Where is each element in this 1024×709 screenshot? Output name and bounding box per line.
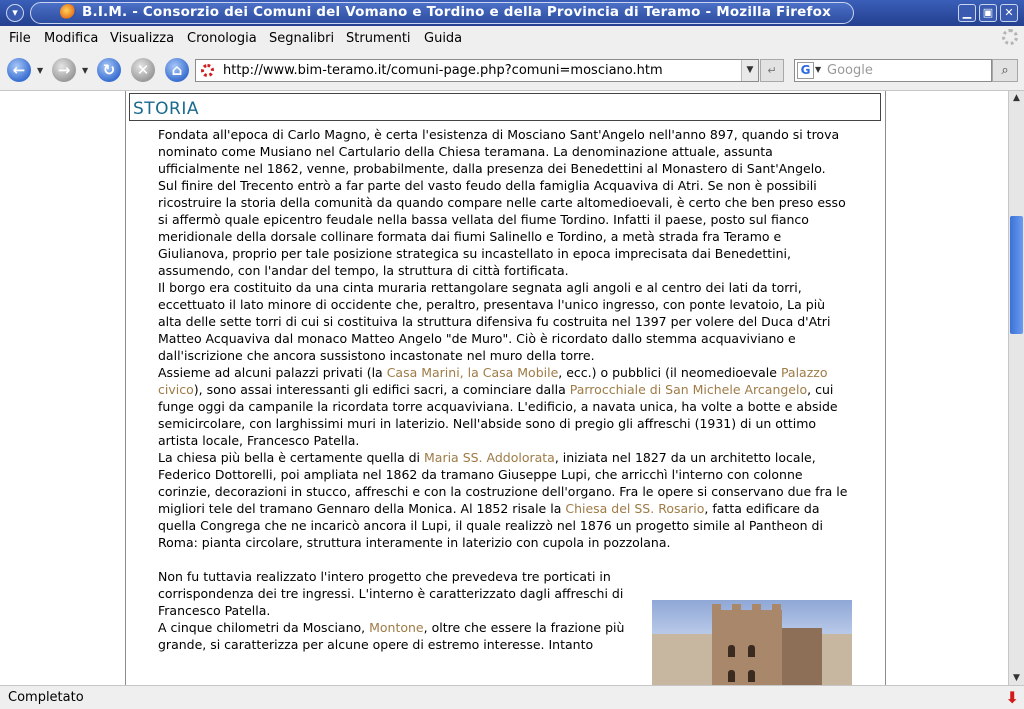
navigation-toolbar [0, 50, 1024, 91]
link-maria-ss-addolorata[interactable]: Maria SS. Addolorata [424, 450, 555, 465]
forward-history-dropdown-icon[interactable]: ▼ [82, 66, 89, 75]
menu-bar [0, 26, 1024, 50]
scroll-up-arrow-icon[interactable]: ▲ [1013, 93, 1020, 103]
crenel [732, 604, 741, 612]
back-history-dropdown-icon[interactable]: ▼ [37, 66, 44, 75]
search-engine-dropdown-icon[interactable]: ▼ [815, 65, 822, 74]
search-magnifier-icon[interactable]: ⌕ [992, 59, 1018, 82]
link-chiesa-ss-rosario[interactable]: Chiesa del SS. Rosario [565, 501, 705, 516]
menu-visualizza[interactable]: Visualizza [110, 31, 175, 46]
status-bar [0, 685, 1024, 709]
paragraph-7 [158, 619, 650, 653]
page-column [125, 91, 886, 685]
forward-button[interactable] [52, 58, 76, 82]
crenel [712, 604, 721, 612]
stop-icon: ✕ [136, 61, 150, 79]
search-engine-icon[interactable]: G [797, 62, 814, 79]
text-span: , iniziata nel 1827 da un architetto locale, Federico Dottorelli, poi ampliata nel 1862 da tramano Giuseppe Lupi, che arricchì l'interno con colonne corinzie, decorazioni in stucco, affreschi e con la costruzione dell'organo. Fra le opere si conservano due fra le migliori tele del tramano Gennaro della Monica. Al 1852 risale la [158, 450, 848, 516]
menu-file[interactable]: File [9, 31, 31, 46]
download-arrow-icon[interactable]: ⬇ [1005, 688, 1019, 707]
section-heading-box [129, 93, 881, 121]
url-history-dropdown-icon[interactable]: ▼ [741, 60, 758, 81]
firefox-logo-icon [60, 4, 76, 20]
article-body [158, 126, 848, 653]
activity-throbber-icon [1002, 29, 1018, 45]
close-button[interactable]: ✕ [1000, 4, 1018, 22]
search-input[interactable]: Google [827, 63, 873, 78]
link-montone[interactable]: Montone [369, 620, 424, 635]
scrollbar-thumb[interactable] [1010, 216, 1023, 334]
tower-shape [712, 610, 782, 685]
link-casa-marini[interactable]: Casa Marini, la Casa Mobile [386, 365, 559, 380]
section-heading: STORIA [133, 99, 200, 119]
window-menu-button[interactable]: ▾ [6, 4, 24, 22]
link-palazzo-civico[interactable]: Palazzo civico [158, 365, 828, 397]
search-bar[interactable] [794, 59, 992, 82]
home-icon: ⌂ [171, 61, 183, 79]
scroll-down-arrow-icon[interactable]: ▼ [1013, 673, 1020, 683]
menu-modifica[interactable]: Modifica [44, 31, 99, 46]
paragraph-3: Il borgo era costituito da una cinta muraria rettangolare segnata agli angoli e al centro dei lati da torri, eccettuato il lato minore di occidente che, peraltro, presentava l'unico ingresso, con ponte levatoio, La più alta delle sette torri di cui si costituiva la struttura difensiva fu costruita nel 1397 per volere del Duca d'Atri Matteo Acquaviva dal monaco Matteo Angelo "de Muro". Ciò è ricordato dallo stemma acquaviviano e dall'iscrizione che ancora sussistono incastonate nel muro della torre. [158, 280, 831, 363]
arrow-right-icon: → [57, 61, 71, 79]
text-span: , ecc.) o pubblici (il neomedioevale [558, 365, 781, 380]
maximize-button[interactable]: ▣ [979, 4, 997, 22]
window-title: B.I.M. - Consorzio dei Comuni del Vomano e Tordino e della Provincia di Teramo - Mozilla Firefox [82, 4, 831, 20]
tower-window [728, 670, 735, 682]
status-text: Completato [8, 690, 84, 705]
crenel [772, 604, 781, 612]
back-button[interactable] [7, 58, 31, 82]
minimize-button[interactable]: ▁ [958, 4, 976, 22]
paragraph-2: Sul finire del Trecento entrò a far parte del vasto feudo della famiglia Acquaviva di Atri. Se non è possibili ricostruire la storia della comunità da quando compare nelle carte altomedioevali, è certo che ben preso esso si affermò quale epicentro feudale nella bassa vellata del fiume Tordino. Infatti il paese, posto sul fianco meridionale della dorsale collinare formata dai fiumi Salinello e Tordino, a metà strada fra Teramo e Giulianova, proprio per tale posizione strategica su incastellato in epoca imprecisata dai Benedettini, assumendo, con l'andar del tempo, la struttura di città fortificata. [158, 178, 846, 278]
tower-photo [652, 600, 852, 685]
site-favicon-icon [201, 64, 214, 77]
menu-guida[interactable]: Guida [424, 31, 463, 46]
text-span: , fatta edificare da quella Congrega che ne incaricò ancora il Lupi, il quale realizzò nel 1876 un progetto simile al Pantheon di Roma: pianta circolare, struttura interamente in laterizio con cupola in pozzolana. [158, 501, 823, 550]
paragraph-6: Non fu tuttavia realizzato l'intero progetto che prevedeva tre porticati in corrispondenza dei tre ingressi. L'interno è caratterizzato dagli affreschi di Francesco Patella. [158, 569, 624, 618]
text-span: , oltre che essere la frazione più grande, si caratterizza per alcune opere di estremo interesse. Intanto [158, 620, 625, 652]
menu-segnalibri[interactable]: Segnalibri [269, 31, 335, 46]
url-text[interactable]: http://www.bim-teramo.it/comuni-page.php?comuni=mosciano.htm [223, 63, 663, 78]
paragraph-gap [158, 551, 848, 568]
stop-button[interactable] [131, 58, 155, 82]
tower-window [748, 670, 755, 682]
paragraph-5 [158, 449, 848, 551]
home-button[interactable] [165, 58, 189, 82]
crenel [752, 604, 761, 612]
tower-window [748, 645, 755, 657]
text-span: ), sono assai interessanti gli edifici sacri, a cominciare dalla [193, 382, 570, 397]
text-span: , cui funge oggi da campanile la ricordata torre acquaviviana. L'edificio, a navata unica, ha volte a botte e abside semicircolare, con larghissimi muri in laterizio. Nell'abside sono di pregio gli affreschi (1931) di un ottimo artista locale, Francesco Patella. [158, 382, 838, 448]
text-span: A cinque chilometri da Mosciano, [158, 620, 370, 635]
building-shape [782, 628, 822, 685]
page-viewport [0, 91, 1008, 685]
paragraph-4 [158, 364, 848, 449]
url-bar[interactable] [195, 59, 759, 82]
reload-button[interactable] [97, 58, 121, 82]
menu-strumenti[interactable]: Strumenti [346, 31, 411, 46]
link-parrocchiale-san-michele[interactable]: Parrocchiale di San Michele Arcangelo [569, 382, 808, 397]
vertical-scrollbar[interactable] [1008, 91, 1024, 685]
menu-cronologia[interactable]: Cronologia [187, 31, 257, 46]
window-titlebar [0, 0, 1024, 26]
go-button[interactable]: ↵ [760, 59, 784, 82]
paragraph-1: Fondata all'epoca di Carlo Magno, è certa l'esistenza di Mosciano Sant'Angelo nell'anno 897, quando si trova nominato come Musiano nel Cartulario della Chiesa teramana. La denominazione attuale, assunta ufficialmente nel 1862, venne, probabilmente, dalla presenza dei Benedettini al Monastero di Sant'Angelo. [158, 127, 840, 176]
tower-window [728, 645, 735, 657]
arrow-left-icon: ← [12, 61, 26, 79]
text-span: La chiesa più bella è certamente quella di [158, 450, 424, 465]
reload-icon: ↻ [102, 61, 116, 79]
text-span: Assieme ad alcuni palazzi privati (la [158, 365, 387, 380]
